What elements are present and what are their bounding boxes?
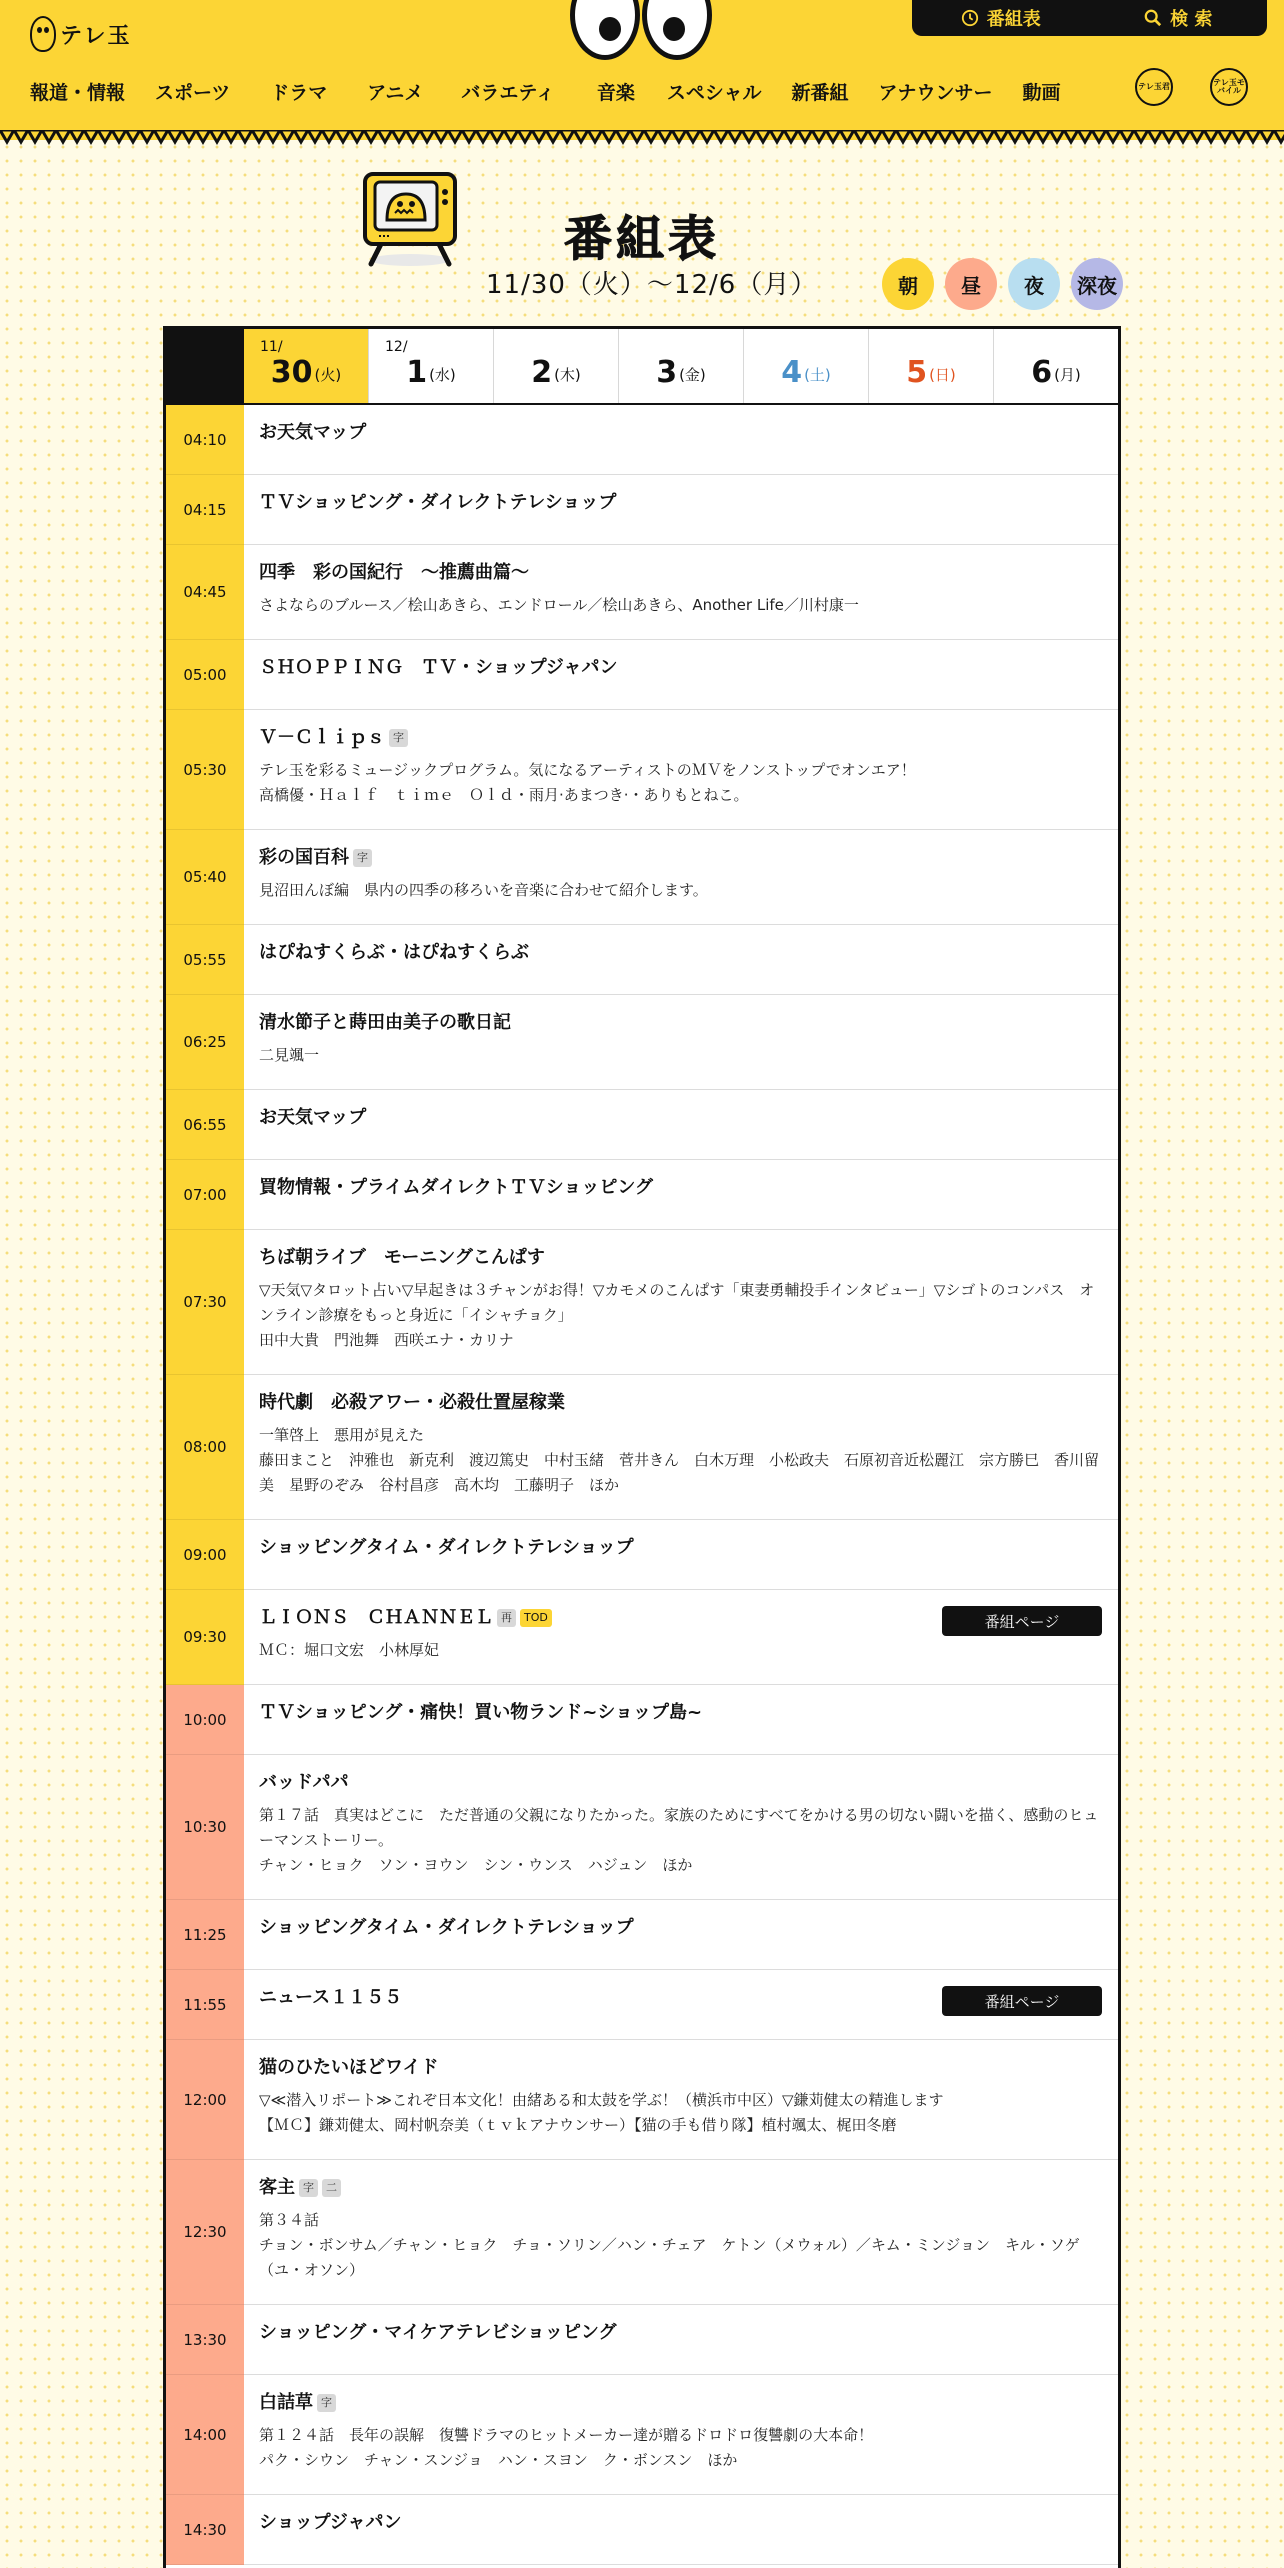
program-title[interactable] xyxy=(259,491,1102,515)
program-description xyxy=(259,1803,1102,1878)
program-title-text: ＴＶショッピング・痛快！買い物ランド~ショップ島~ xyxy=(259,1702,703,1723)
program-description-line: さよならのブルース／桧山あきら、エンドロール／桧山あきら、Another Life／川村康一 xyxy=(259,596,859,614)
program-description-line: 高橋優・Ｈａｌｆ ｔｉｍｅ Ｏｌｄ・雨月·あまつき·・ありもとねこ。 xyxy=(259,786,749,804)
day-tab-1[interactable] xyxy=(369,329,494,403)
program-row[interactable] xyxy=(166,1520,1118,1590)
day-tab-5[interactable] xyxy=(869,329,994,403)
program-description xyxy=(259,1043,1102,1068)
program-row[interactable] xyxy=(166,2375,1118,2495)
program-title[interactable] xyxy=(259,2391,1102,2415)
nav-item-announcers[interactable]: アナウンサー xyxy=(878,82,993,104)
program-time: 09:00 xyxy=(166,1520,244,1590)
program-time: 12:00 xyxy=(166,2040,244,2160)
day-number: 30 xyxy=(270,354,313,390)
program-title-text: 買物情報・プライムダイレクトＴＶショッピング xyxy=(259,1177,654,1198)
program-schedule xyxy=(163,326,1121,2568)
program-row[interactable] xyxy=(166,1900,1118,1970)
logo-text: テレ玉 xyxy=(60,23,132,49)
program-title[interactable] xyxy=(259,1246,1102,1270)
program-row[interactable] xyxy=(166,1375,1118,1520)
program-title[interactable] xyxy=(259,2321,1102,2345)
nav-item-sports[interactable]: スポーツ xyxy=(155,82,231,104)
program-tag-badge: 二 xyxy=(322,2179,341,2197)
schedule-button[interactable] xyxy=(912,0,1090,36)
program-description-line: 第１２４話 長年の誤解 復讐ドラマのヒットメーカー達が贈るドロドロ復讐劇の大本命！ xyxy=(259,2426,874,2444)
program-title-text: 彩の国百科 xyxy=(259,847,349,868)
program-row[interactable] xyxy=(166,1090,1118,1160)
program-row[interactable] xyxy=(166,545,1118,640)
nav-item-drama[interactable]: ドラマ xyxy=(270,82,328,104)
program-time: 04:45 xyxy=(166,545,244,640)
program-time: 14:30 xyxy=(166,2495,244,2565)
program-row[interactable] xyxy=(166,1590,1118,1685)
program-row[interactable] xyxy=(166,2305,1118,2375)
nav-item-special[interactable]: スペシャル xyxy=(666,82,762,104)
program-description-line: 第３４話 xyxy=(259,2211,320,2229)
day-header xyxy=(166,329,1118,405)
program-info xyxy=(244,1685,1118,1754)
day-header-corner xyxy=(166,329,244,403)
program-title-text: 猫のひたいほどワイド xyxy=(259,2057,439,2078)
program-time: 05:30 xyxy=(166,710,244,830)
day-month: 11/ xyxy=(260,339,283,355)
search-button[interactable] xyxy=(1090,0,1268,36)
program-info xyxy=(244,830,1118,924)
program-row[interactable] xyxy=(166,1160,1118,1230)
program-info xyxy=(244,545,1118,639)
program-info xyxy=(244,1230,1118,1374)
site-header xyxy=(0,0,1284,140)
nav-item-anime[interactable]: アニメ xyxy=(367,82,424,104)
program-description xyxy=(259,2423,1102,2473)
program-title[interactable] xyxy=(259,726,1102,750)
nav-item-music[interactable]: 音楽 xyxy=(596,82,635,104)
program-time: 10:30 xyxy=(166,1755,244,1900)
time-filter-0[interactable]: 朝 xyxy=(882,258,934,310)
program-title-text: ニュース１１５５ xyxy=(259,1987,403,2008)
program-title[interactable] xyxy=(259,2511,1102,2535)
program-info xyxy=(244,405,1118,474)
day-number: 5 xyxy=(906,354,928,390)
program-info xyxy=(244,475,1118,544)
program-title[interactable] xyxy=(259,1011,1102,1035)
day-weekday: (火) xyxy=(314,365,342,384)
program-description xyxy=(259,2208,1102,2283)
day-weekday: (水) xyxy=(429,365,456,384)
teletama-mobile-badge[interactable]: テレ玉モバイル xyxy=(1210,68,1248,106)
program-description-line: 藤田まこと 沖雅也 新克利 渡辺篤史 中村玉緒 菅井きん 白木万理 小松政夫 石原初音近松麗江 宗方勝巳 香川留美 星野のぞみ 谷村昌彦 高木均 工藤明子 ほか xyxy=(259,1451,1100,1494)
program-tag-badge: 字 xyxy=(299,2179,318,2197)
program-title-text: ＳＨＯＰＰＩＮＧ ＴＶ・ショップジャパン xyxy=(259,657,618,678)
day-number: 3 xyxy=(656,354,678,390)
day-weekday: (土) xyxy=(804,365,831,384)
program-info xyxy=(244,2040,1118,2159)
day-tab-3[interactable] xyxy=(619,329,744,403)
program-title[interactable] xyxy=(259,656,1102,680)
program-description-line: 二見颯一 xyxy=(259,1046,320,1064)
program-time: 12:30 xyxy=(166,2160,244,2305)
time-filter-1[interactable]: 昼 xyxy=(945,258,997,310)
program-time: 07:30 xyxy=(166,1230,244,1375)
day-number: 6 xyxy=(1031,354,1053,390)
program-title[interactable] xyxy=(259,561,1102,585)
day-month: 12/ xyxy=(385,339,408,355)
program-title-text: ＴＶショッピング・ダイレクトテレショップ xyxy=(259,492,617,513)
program-description xyxy=(259,1423,1102,1498)
program-description-line: パク・シウン チャン・スンジョ ハン・スヨン ク・ボンスン ほか xyxy=(259,2451,738,2469)
header-zigzag xyxy=(0,130,1284,150)
program-time: 04:10 xyxy=(166,405,244,475)
program-time: 09:30 xyxy=(166,1590,244,1685)
program-time: 11:55 xyxy=(166,1970,244,2040)
program-time: 05:00 xyxy=(166,640,244,710)
page-title: 番組表 xyxy=(563,211,720,267)
program-info xyxy=(244,2160,1118,2304)
program-row[interactable] xyxy=(166,640,1118,710)
program-description xyxy=(259,593,1102,618)
time-filter-2[interactable]: 夜 xyxy=(1008,258,1060,310)
program-title[interactable] xyxy=(259,1536,1102,1560)
program-row[interactable] xyxy=(166,2495,1118,2565)
day-tab-6[interactable] xyxy=(994,329,1118,403)
program-title-text: Ｖ－Ｃｌｉｐｓ xyxy=(259,727,385,748)
day-number: 1 xyxy=(406,354,428,390)
day-tab-0[interactable] xyxy=(244,329,369,403)
program-info xyxy=(244,2495,1118,2564)
clock-icon xyxy=(961,9,979,27)
schedule-button-label: 番組表 xyxy=(986,9,1041,30)
day-weekday: (月) xyxy=(1054,365,1081,384)
program-row[interactable] xyxy=(166,995,1118,1090)
program-title-text: ショッピングタイム・ダイレクトテレショップ xyxy=(259,1537,634,1558)
program-description-line: ▽天気▽タロット占い▽早起きは３チャンがお得！▽カモメのこんぱす「東妻勇輔投手インタビュー」▽シゴトのコンパス オンライン診療をもっと身近に「イシャチョク」 xyxy=(259,1281,1095,1324)
program-info xyxy=(244,1520,1118,1589)
program-time: 14:00 xyxy=(166,2375,244,2495)
eyes-decoration-icon xyxy=(570,0,715,62)
program-title[interactable] xyxy=(259,421,1102,445)
program-title[interactable] xyxy=(259,2176,1102,2200)
search-icon xyxy=(1144,9,1162,27)
program-description xyxy=(259,878,1102,903)
day-weekday: (金) xyxy=(679,365,706,384)
program-tag-badge: 再 xyxy=(497,1609,516,1627)
program-row[interactable] xyxy=(166,1230,1118,1375)
time-filter-group xyxy=(882,258,1123,310)
program-info xyxy=(244,710,1118,829)
program-row[interactable] xyxy=(166,475,1118,545)
program-row[interactable] xyxy=(166,405,1118,475)
program-row[interactable] xyxy=(166,2160,1118,2305)
date-range: 11/30（火）〜12/6（月） xyxy=(486,270,818,300)
program-title-text: ショッピング・マイケアテレビショッピング xyxy=(259,2322,617,2343)
program-time: 06:55 xyxy=(166,1090,244,1160)
day-number: 2 xyxy=(531,354,553,390)
program-info xyxy=(244,995,1118,1089)
program-description-line: 一筆啓上 悪用が見えた xyxy=(259,1426,425,1444)
program-info xyxy=(244,1375,1118,1519)
program-description-line: ＭＣ：堀口文宏 小林厚妃 xyxy=(259,1641,440,1659)
program-row[interactable] xyxy=(166,830,1118,925)
day-tab-2[interactable] xyxy=(494,329,619,403)
program-title-text: 時代劇 必殺アワー・必殺仕置屋稼業 xyxy=(259,1392,565,1413)
program-title-text: 四季 彩の国紀行 ～推薦曲篇～ xyxy=(259,562,529,583)
program-tag-badge: TOD xyxy=(520,1609,552,1627)
program-description-line: チョン・ボンサム／チャン・ヒョク チョ・ソリン／ハン・チェア ケトン（メウォル）／キム・ミンジョン キル・ソゲ（ユ・オソン） xyxy=(259,2236,1080,2279)
program-row[interactable] xyxy=(166,710,1118,830)
program-description-line: テレ玉を彩るミュージックプログラム。気になるアーティストのＭＶをノンストップでオンエア！ xyxy=(259,761,916,779)
program-title[interactable] xyxy=(259,941,1102,965)
program-info xyxy=(244,2305,1118,2374)
program-title-text: 白詰草 xyxy=(259,2392,313,2413)
program-title[interactable] xyxy=(259,1916,1102,1940)
program-info xyxy=(244,2375,1118,2494)
program-info xyxy=(244,1160,1118,1229)
program-time: 10:00 xyxy=(166,1685,244,1755)
program-title[interactable] xyxy=(259,1771,1102,1795)
program-title-text: お天気マップ xyxy=(259,1107,367,1128)
program-description-line: 【ＭＣ】鎌苅健太、岡村帆奈美（ｔｖｋアナウンサー）【猫の手も借り隊】植村颯太、梶田冬磨 xyxy=(259,2116,897,2134)
program-title-text: ショッピングタイム・ダイレクトテレショップ xyxy=(259,1917,634,1938)
program-title-text: 客主 xyxy=(259,2177,295,2198)
program-description-line: チャン・ヒョク ソン・ヨウン シン・ウンス ハジュン ほか xyxy=(259,1856,693,1874)
mascot-icon xyxy=(30,16,56,52)
program-tag-badge: 字 xyxy=(389,729,408,747)
program-time: 04:15 xyxy=(166,475,244,545)
program-row[interactable] xyxy=(166,925,1118,995)
top-buttons xyxy=(912,0,1267,36)
program-info xyxy=(244,1970,1118,2039)
program-time: 13:30 xyxy=(166,2305,244,2375)
nav-item-news[interactable]: 報道・情報 xyxy=(30,82,126,104)
program-title[interactable] xyxy=(259,1106,1102,1130)
nav-item-new-programs[interactable]: 新番組 xyxy=(791,82,849,104)
program-title[interactable] xyxy=(259,1176,1102,1200)
program-tag-badge: 字 xyxy=(317,2394,336,2412)
program-title[interactable] xyxy=(259,1701,1102,1725)
search-button-label: 検 索 xyxy=(1170,9,1213,30)
program-description-line: 田中大貴 門池舞 西咲エナ・カリナ xyxy=(259,1331,514,1349)
program-description xyxy=(259,1638,1102,1663)
nav-item-variety[interactable]: バラエティ xyxy=(461,82,555,104)
program-description xyxy=(259,758,1102,808)
program-description xyxy=(259,2088,1102,2138)
program-title-text: ショップジャパン xyxy=(259,2512,402,2533)
program-page-button[interactable]: 番組ページ xyxy=(942,1986,1102,2016)
program-title[interactable] xyxy=(259,2056,1102,2080)
program-info xyxy=(244,925,1118,994)
teletama-kun-badge[interactable]: テレ玉君 xyxy=(1135,68,1173,106)
program-info xyxy=(244,640,1118,709)
program-title-text: お天気マップ xyxy=(259,422,367,443)
program-page-button[interactable]: 番組ページ xyxy=(942,1606,1102,1636)
program-info xyxy=(244,1590,1118,1684)
program-time: 06:25 xyxy=(166,995,244,1090)
site-logo[interactable] xyxy=(30,16,132,52)
program-info xyxy=(244,1755,1118,1899)
program-description-line: 第１７話 真実はどこに ただ普通の父親になりたかった。家族のためにすべてをかける男の切ない闘いを描く、感動のヒューマンストーリー。 xyxy=(259,1806,1099,1849)
nav-item-video[interactable]: 動画 xyxy=(1022,82,1061,104)
program-row[interactable] xyxy=(166,1685,1118,1755)
program-time: 07:00 xyxy=(166,1160,244,1230)
program-row[interactable] xyxy=(166,1755,1118,1900)
program-description xyxy=(259,1278,1102,1353)
program-title-text: バッドパパ xyxy=(259,1772,349,1793)
program-title[interactable] xyxy=(259,846,1102,870)
program-description-line: ▽≪潜入リポート≫これぞ日本文化！由緒ある和太鼓を学ぶ！（横浜市中区）▽鎌苅健太の精進します xyxy=(259,2091,944,2109)
day-weekday: (日) xyxy=(929,365,956,384)
main-nav xyxy=(30,78,1091,105)
program-title-text: ちば朝ライブ モーニングこんぱす xyxy=(259,1247,545,1268)
program-time: 05:40 xyxy=(166,830,244,925)
program-info xyxy=(244,1900,1118,1969)
day-number: 4 xyxy=(781,354,803,390)
program-time: 05:55 xyxy=(166,925,244,995)
program-info xyxy=(244,1090,1118,1159)
program-title-text: 清水節子と蒔田由美子の歌日記 xyxy=(259,1012,511,1033)
program-title[interactable] xyxy=(259,1391,1102,1415)
program-description-line: 見沼田んぼ編 県内の四季の移ろいを音楽に合わせて紹介します。 xyxy=(259,881,708,899)
program-row[interactable] xyxy=(166,2040,1118,2160)
program-row[interactable] xyxy=(166,1970,1118,2040)
program-time: 08:00 xyxy=(166,1375,244,1520)
program-title-text: ＬＩＯＮＳ ＣＨＡＮＮＥＬ xyxy=(259,1607,493,1628)
program-tag-badge: 字 xyxy=(353,849,372,867)
day-weekday: (木) xyxy=(554,365,581,384)
program-time: 11:25 xyxy=(166,1900,244,1970)
program-title-text: はぴねすくらぶ・はぴねすくらぶ xyxy=(259,942,529,963)
program-list xyxy=(166,405,1118,2565)
time-filter-3[interactable]: 深夜 xyxy=(1071,258,1123,310)
day-tab-4[interactable] xyxy=(744,329,869,403)
